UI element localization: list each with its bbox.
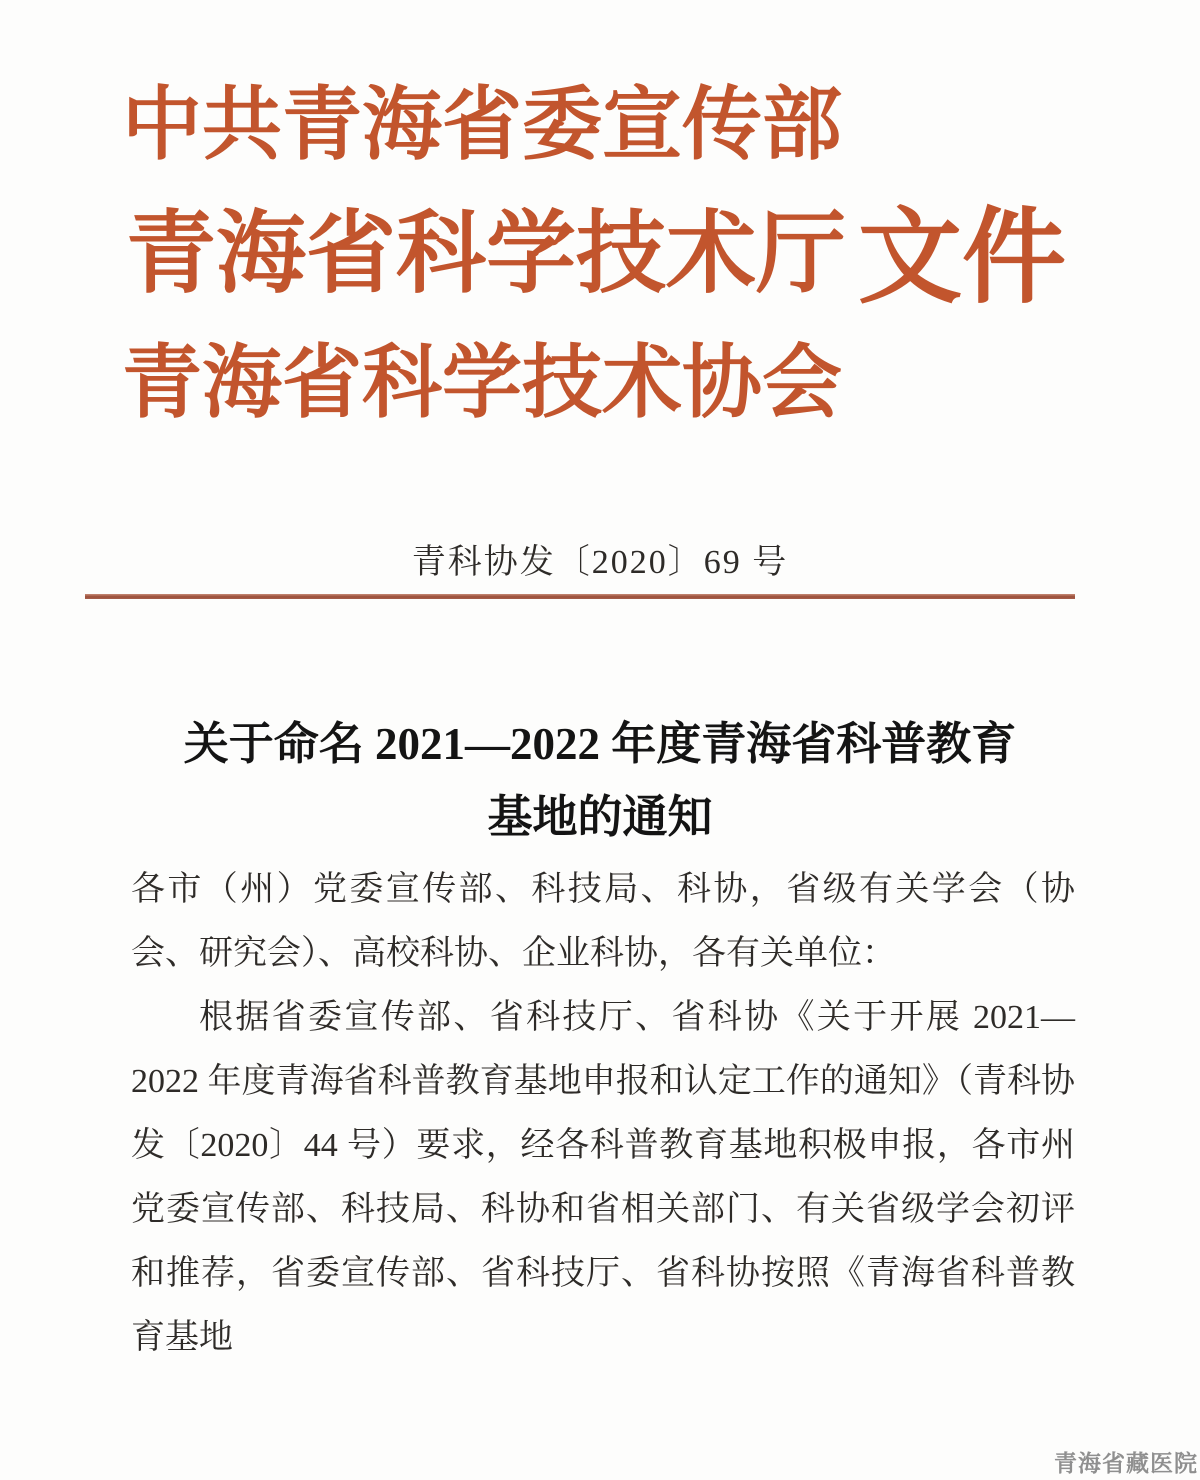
- letterhead-org-line-2: 青海省科学技术厅: [126, 205, 846, 304]
- body-paragraph-main: 根据省委宣传部、省科技厅、省科协《关于开展 2021—2022 年度青海省科普教育基地申报和认定工作的通知》（青科协发〔2020〕44 号）要求，经各科普教育基地积极申报，各市州党委宣传部、科技局、科协和省相关部门、有关省级学会初评和推荐，省委宣传部、省科技厅、省科协按照《青海省科普教育基地: [131, 999, 1075, 1356]
- body-paragraph-salutation: 各市（州）党委宣传部、科技局、科协，省级有关学会（协会、研究会）、高校科协、企业科协，各有关单位：: [131, 871, 1075, 972]
- document-number: 青科协发〔2020〕69 号: [411, 544, 789, 581]
- document-title-line-1: 关于命名 2021—2022 年度青海省科普教育: [183, 719, 1017, 770]
- letterhead-org-line-3: 青海省科学技术协会: [122, 340, 842, 428]
- watermark-label: 青海省藏医院: [1054, 1450, 1198, 1476]
- letterhead-divider-rule: [85, 594, 1075, 599]
- document-title-line-2: 基地的通知: [487, 792, 713, 843]
- letterhead-org-line-1: 中共青海省委宣传部: [122, 82, 842, 170]
- document-body: [131, 858, 1075, 1370]
- letterhead-doc-type-label: 文件: [858, 201, 1067, 316]
- document-title: [0, 708, 1200, 854]
